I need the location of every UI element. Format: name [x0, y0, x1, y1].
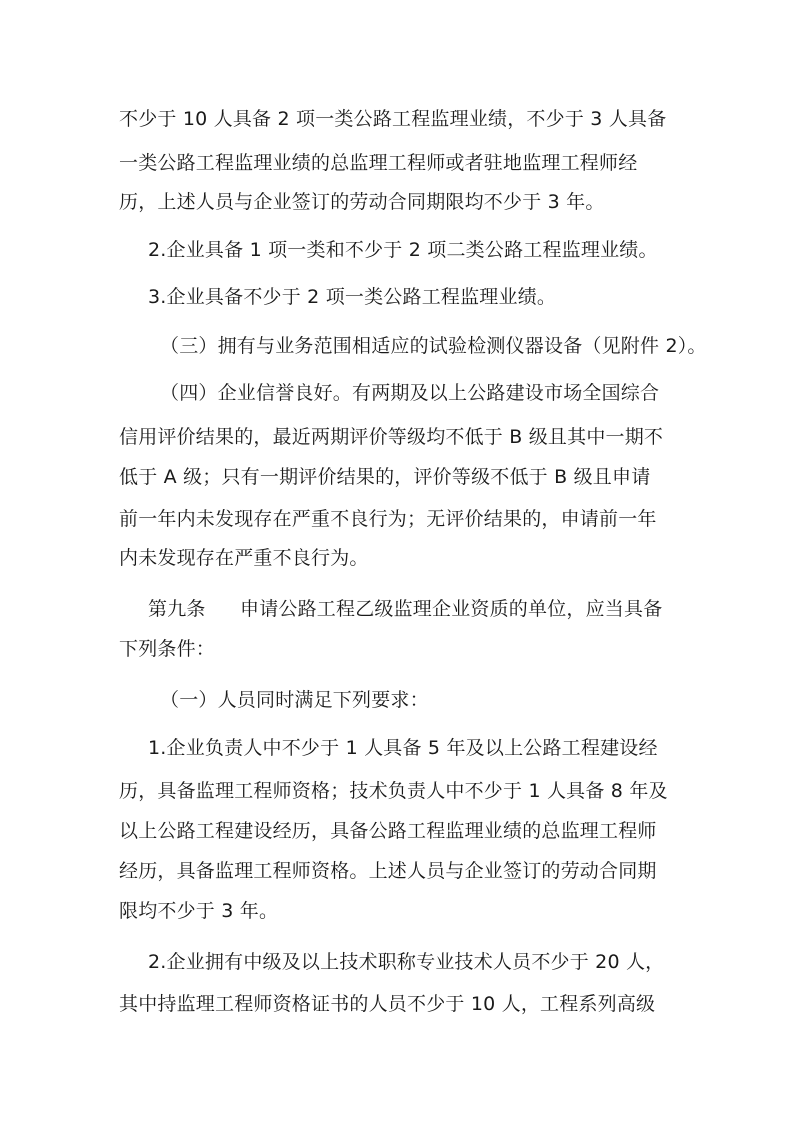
article-number: 第九条 [148, 598, 206, 620]
text-line: 1.企业负责人中不少于 1 人具备 5 年及以上公路工程建设经 [148, 737, 658, 759]
text-line: 2.企业拥有中级及以上技术职称专业技术人员不少于 20 人， [148, 951, 665, 973]
text-line: （三）拥有与业务范围相适应的试验检测仪器设备（见附件 2）。 [160, 335, 707, 357]
text-line: 以上公路工程建设经历，具备公路工程监理业绩的总监理工程师 [119, 820, 657, 842]
text-line: 3.企业具备不少于 2 项一类公路工程监理业绩。 [148, 286, 557, 308]
text-line: 申请公路工程乙级监理企业资质的单位，应当具备 [240, 598, 663, 620]
text-line: 下列条件： [119, 638, 216, 660]
text-line: 前一年内未发现存在严重不良行为；无评价结果的，申请前一年 [119, 508, 657, 530]
text-line: 其中持监理工程师资格证书的人员不少于 10 人，工程系列高级 [119, 993, 656, 1015]
text-line: 历，上述人员与企业签订的劳动合同期限均不少于 3 年。 [119, 191, 605, 213]
text-line: （四）企业信誉良好。有两期及以上公路建设市场全国综合 [160, 382, 660, 404]
text-line: 历，具备监理工程师资格；技术负责人中不少于 1 人具备 8 年及 [119, 780, 668, 802]
text-line: 内未发现存在严重不良行为。 [119, 547, 369, 569]
article-heading-line [148, 597, 662, 621]
text-line: 限均不少于 3 年。 [119, 900, 279, 922]
text-line: 信用评价结果的，最近两期评价等级均不低于 B 级且其中一期不 [119, 426, 664, 448]
text-line: 一类公路工程监理业绩的总监理工程师或者驻地监理工程师经 [119, 152, 638, 174]
text-line: （一）人员同时满足下列要求： [160, 689, 429, 711]
text-line: 低于 A 级；只有一期评价结果的，评价等级不低于 B 级且申请 [119, 466, 651, 488]
text-line: 2.企业具备 1 项一类和不少于 2 项二类公路工程监理业绩。 [148, 239, 658, 261]
text-line: 不少于 10 人具备 2 项一类公路工程监理业绩，不少于 3 人具备 [119, 108, 667, 130]
text-line: 经历，具备监理工程师资格。上述人员与企业签订的劳动合同期 [119, 860, 657, 882]
